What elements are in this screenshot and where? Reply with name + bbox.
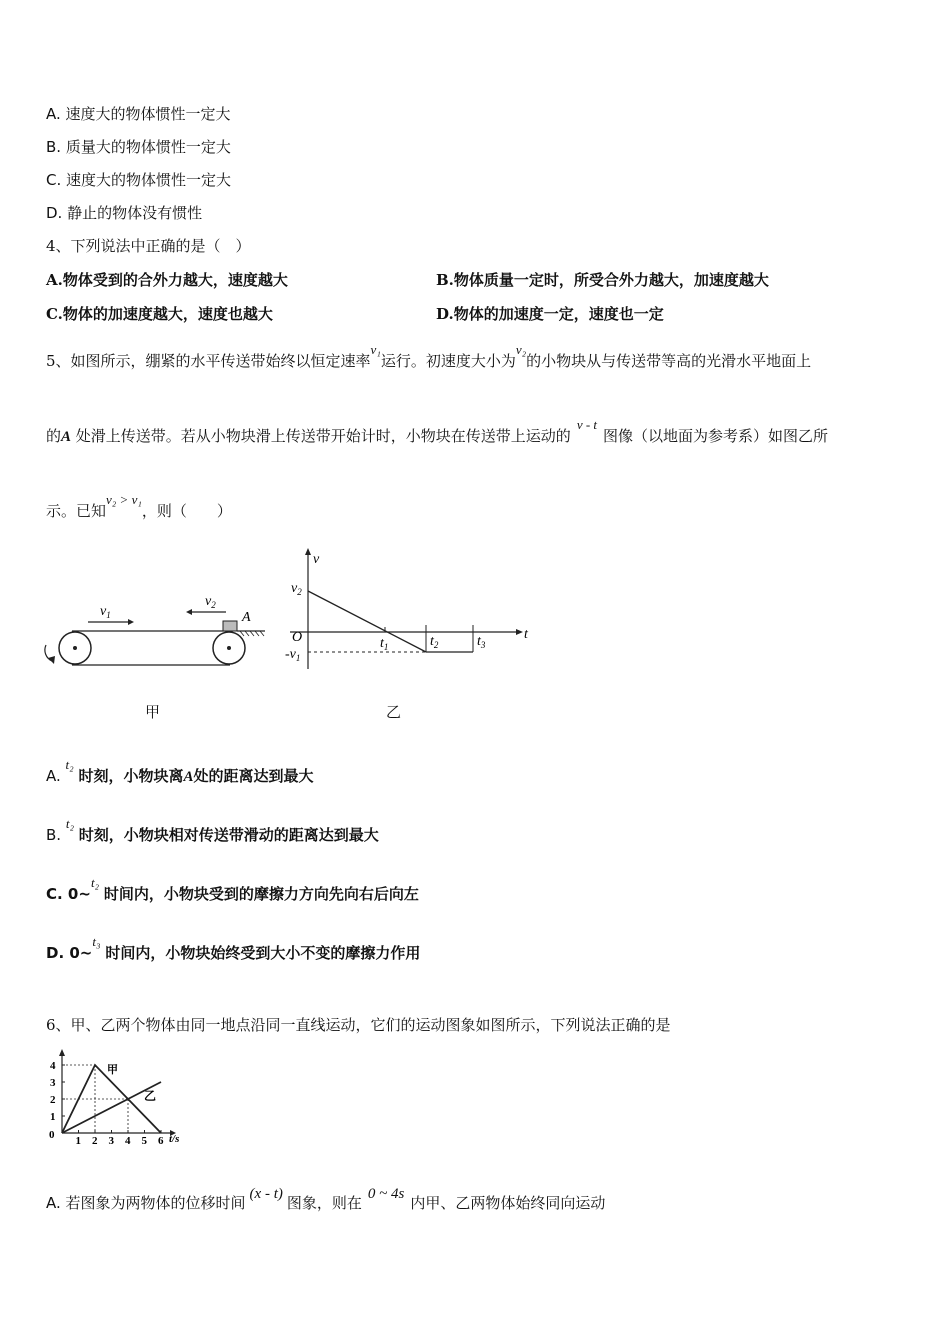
option-prefix: C. 0~ bbox=[46, 885, 91, 903]
tick-label-t2: $t_2$ bbox=[430, 634, 439, 650]
label-point-a: A bbox=[242, 610, 251, 625]
q6-y-tick-label: 3 bbox=[50, 1077, 56, 1089]
conveyor-belt-figure bbox=[30, 585, 280, 685]
q6-math-xt: (x - t) bbox=[249, 1186, 283, 1202]
label-v2: $v_2$ bbox=[205, 594, 216, 610]
ground-hatch bbox=[240, 631, 264, 636]
option-text: 时间内，小物块受到的摩擦力方向先向右后向左 bbox=[103, 885, 419, 903]
q3-option-d: D. 静止的物体没有惯性 bbox=[46, 204, 203, 222]
q5-option-a bbox=[46, 757, 314, 786]
q5-stem-line3 bbox=[46, 492, 232, 521]
q5-math-v2: v₂ bbox=[515, 342, 527, 357]
q6-stem: 6、甲、乙两个物体由同一地点沿同一直线运动，它们的运动图象如图所示，下列说法正确的是 bbox=[46, 1016, 671, 1034]
option-prefix: D. 0~ bbox=[46, 944, 93, 962]
q6-x-tick-label: 4 bbox=[125, 1135, 131, 1147]
q6-label-jia: 甲 bbox=[107, 1064, 118, 1076]
figure-caption-jia: 甲 bbox=[145, 703, 161, 721]
q5-stem-text: 示。已知 bbox=[46, 502, 107, 520]
q4-option-a: A.物体受到的合外力越大，速度越大 bbox=[46, 271, 288, 289]
vt-graph-figure bbox=[280, 545, 535, 675]
option-text: 图象，则在 bbox=[286, 1194, 362, 1212]
tick-label-t1: $t_1$ bbox=[380, 636, 389, 652]
q5-option-c bbox=[46, 875, 419, 904]
q5-stem-text: 运行。初速度大小为 bbox=[380, 352, 516, 370]
q6-y-tick-label: 2 bbox=[50, 1094, 56, 1106]
q6-math-interval: 0 ~ 4s bbox=[367, 1186, 405, 1202]
tick-label-t3: $t_3$ bbox=[477, 634, 486, 650]
tick-label-v2: $v_2$ bbox=[291, 581, 302, 597]
q6-x-tick-label: 5 bbox=[141, 1135, 147, 1147]
q6-label-yi: 乙 bbox=[144, 1089, 157, 1103]
option-prefix: B. bbox=[46, 826, 62, 844]
q6-x-unit-label: t/s bbox=[169, 1133, 180, 1145]
option-text: A. 若图象为两物体的位移时间 bbox=[46, 1194, 246, 1212]
option-text: 内甲、乙两物体始终同向运动 bbox=[410, 1194, 606, 1212]
q4-option-d: D.物体的加速度一定，速度也一定 bbox=[436, 305, 664, 323]
q5-stem-text: 的小物块从与传送带等高的光滑水平地面上 bbox=[526, 352, 812, 370]
figure-caption-yi: 乙 bbox=[386, 703, 402, 721]
q6-x-tick-label: 3 bbox=[108, 1135, 114, 1147]
q3-option-a: A. 速度大的物体惯性一定大 bbox=[46, 105, 231, 123]
q5-math-v1: v₁ bbox=[370, 342, 381, 357]
axis-label-v: v bbox=[313, 552, 320, 567]
q5-math-vt: v - t bbox=[576, 417, 598, 432]
q6-option-a bbox=[46, 1186, 606, 1213]
q5-stem-text: 的 bbox=[46, 427, 62, 445]
option-prefix: A. bbox=[46, 767, 61, 785]
option-text: 处的距离达到最大 bbox=[193, 767, 314, 785]
q3-option-b: B. 质量大的物体惯性一定大 bbox=[46, 138, 231, 156]
q5-stem-text: 5、如图所示，绷紧的水平传送带始终以恒定速率 bbox=[46, 352, 371, 370]
option-text: 时刻，小物块离 bbox=[78, 767, 184, 785]
q4-option-b: B.物体质量一定时，所受合外力越大，加速度越大 bbox=[436, 271, 769, 289]
q6-y-tick-label: 1 bbox=[50, 1111, 56, 1123]
q5-math-t2: t₂ bbox=[65, 757, 74, 772]
q6-x-tick-label: 1 bbox=[75, 1135, 81, 1147]
q5-stem-text: 处滑上传送带。若从小物块滑上传送带开始计时，小物块在传送带上运动的 bbox=[71, 427, 571, 445]
axis-label-t: t bbox=[524, 627, 528, 642]
q5-option-b bbox=[46, 816, 379, 845]
option-text: 时间内，小物块始终受到大小不变的摩擦力作用 bbox=[105, 944, 421, 962]
point-a-label: A bbox=[183, 769, 194, 785]
q5-point-a: A bbox=[61, 429, 72, 445]
vt-line-decel bbox=[308, 591, 426, 652]
q4-option-c: C.物体的加速度越大，速度也越大 bbox=[46, 305, 273, 323]
q6-y-tick-label: 4 bbox=[50, 1060, 56, 1072]
q5-stem-text: ，则（ ） bbox=[141, 502, 232, 520]
q6-origin-label: 0 bbox=[49, 1129, 55, 1141]
label-v1: $v_1$ bbox=[100, 604, 111, 620]
q4-stem: 4、下列说法中正确的是（ ） bbox=[46, 237, 251, 255]
q6-motion-graph bbox=[40, 1048, 190, 1148]
q5-option-d bbox=[46, 934, 421, 963]
q5-stem-line1 bbox=[46, 342, 812, 371]
q5-stem-text: 图像（以地面为参考系）如图乙所 bbox=[603, 427, 829, 445]
origin-label: O bbox=[292, 630, 303, 645]
q5-math-t2: t₂ bbox=[90, 875, 100, 890]
q5-stem-line2 bbox=[46, 417, 829, 446]
q5-math-t3: t₃ bbox=[92, 934, 101, 949]
block bbox=[223, 621, 237, 631]
q5-math-t2: t₂ bbox=[65, 816, 74, 831]
option-text: 时刻，小物块相对传送带滑动的距离达到最大 bbox=[78, 826, 379, 844]
q6-x-tick-label: 6 bbox=[158, 1135, 164, 1147]
q3-option-c: C. 速度大的物体惯性一定大 bbox=[46, 171, 232, 189]
tick-label-neg-v1: $-v_1$ bbox=[285, 647, 301, 663]
q6-x-tick-label: 2 bbox=[92, 1135, 98, 1147]
q5-math-condition: v₂ > v₁ bbox=[106, 492, 142, 507]
